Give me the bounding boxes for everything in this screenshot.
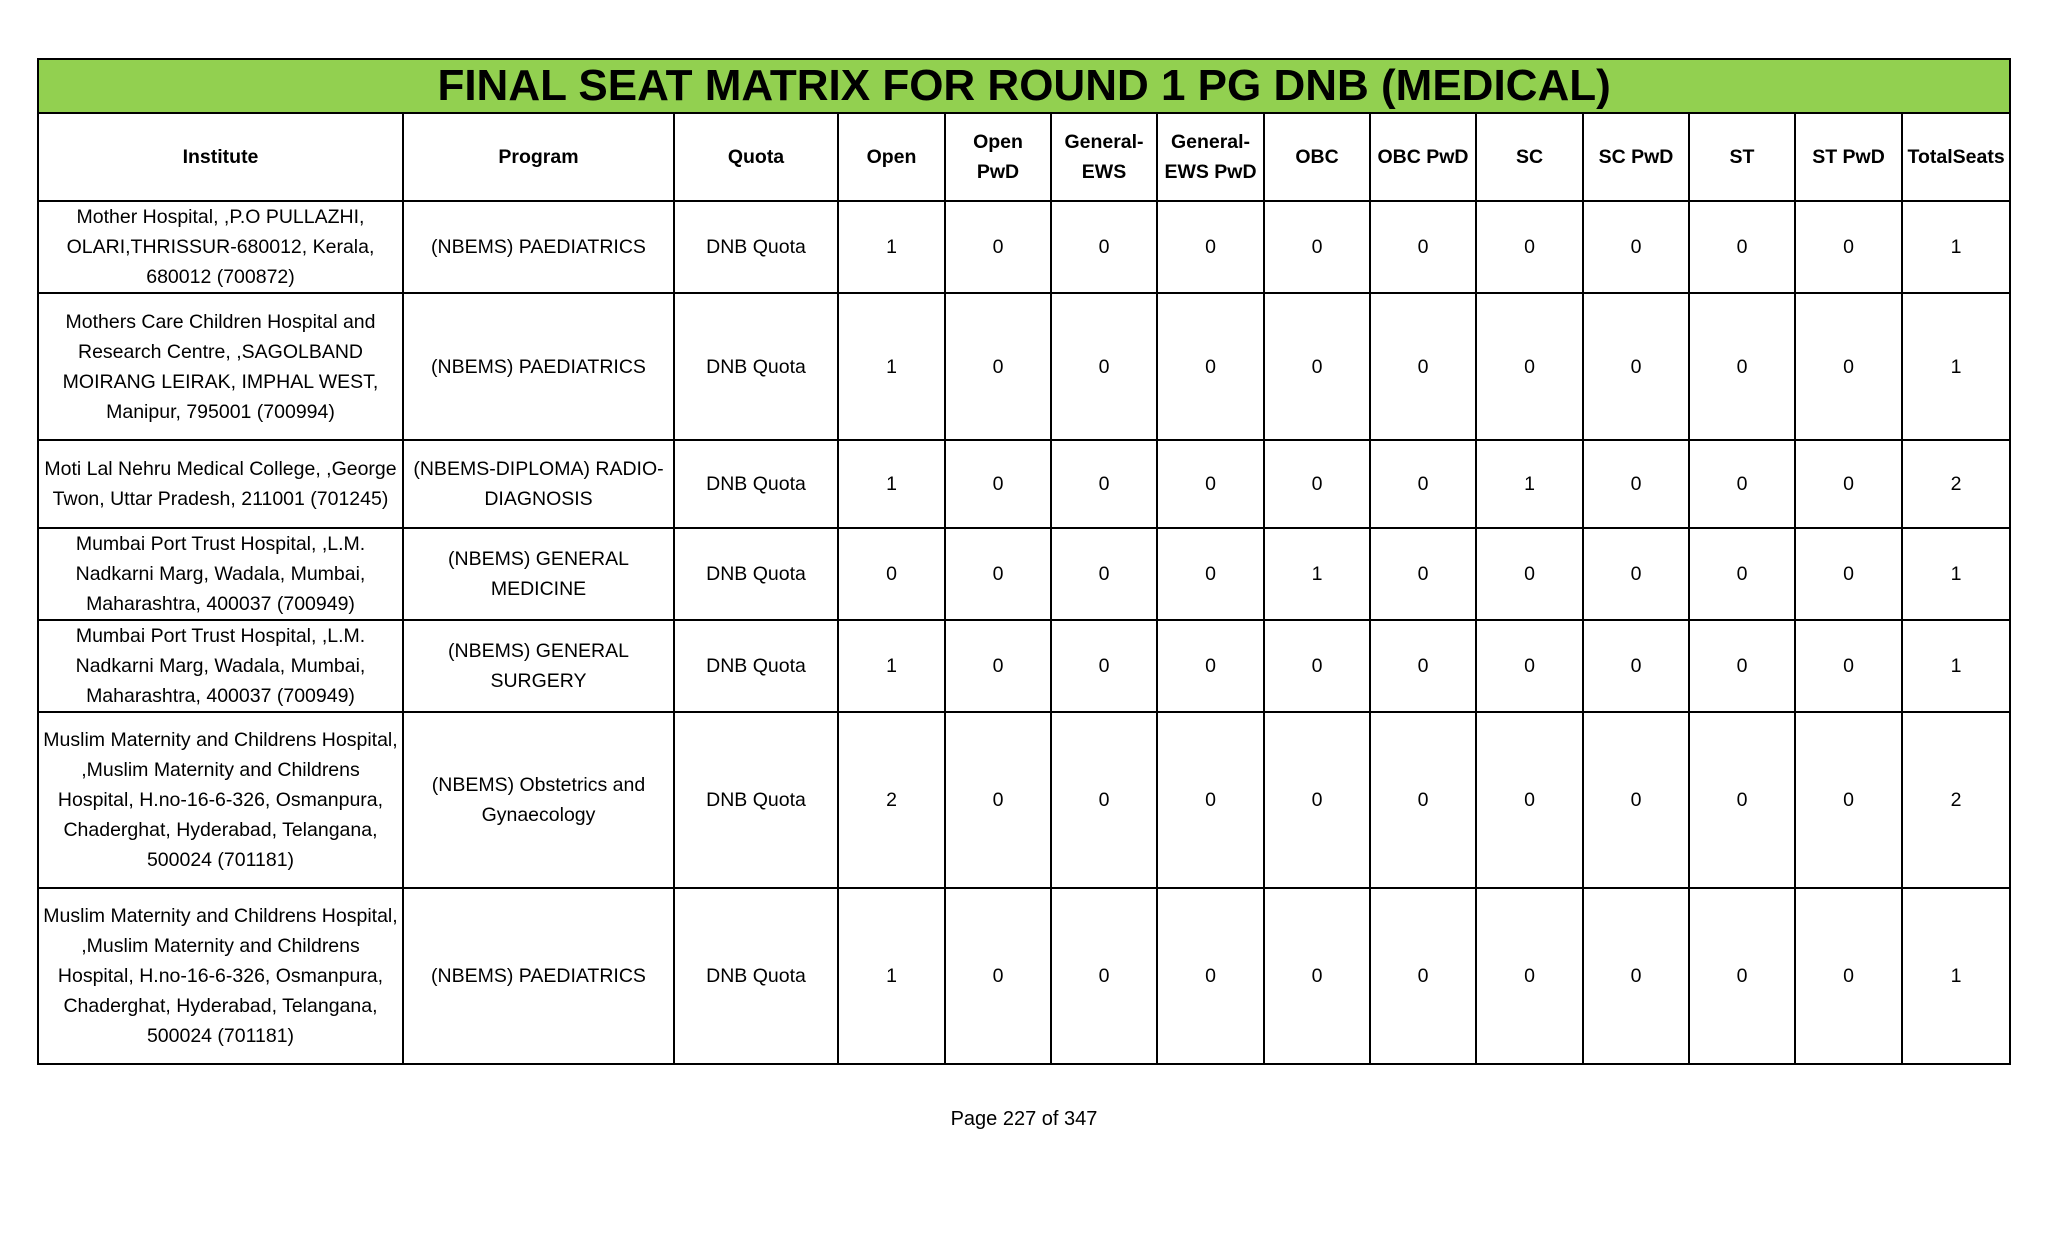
table-header-row [38,113,2010,201]
seat-count-cell: 0 [1583,620,1689,712]
seat-count-cell: 0 [1689,620,1795,712]
column-header: General-EWS PwD [1157,113,1264,201]
seat-count-cell: 0 [1370,201,1476,293]
seat-count-cell: 0 [1051,440,1157,528]
seat-count-cell: 0 [945,888,1051,1064]
seat-count-cell: 0 [1051,620,1157,712]
seat-count-cell: 0 [1689,293,1795,440]
seat-count-cell: 0 [1795,440,1902,528]
seat-count-cell: 0 [1370,293,1476,440]
seat-count-cell: 0 [1583,712,1689,888]
seat-count-cell: 0 [1795,528,1902,620]
seat-count-cell: 0 [1583,201,1689,293]
seat-count-cell: 1 [838,888,945,1064]
seat-count-cell: 0 [1583,888,1689,1064]
program-cell: (NBEMS) GENERAL MEDICINE [403,528,674,620]
seat-count-cell: 0 [1795,293,1902,440]
column-header: OBC PwD [1370,113,1476,201]
page-title: FINAL SEAT MATRIX FOR ROUND 1 PG DNB (MEDICAL) [38,59,2010,113]
column-header: General-EWS [1051,113,1157,201]
institute-cell: Mother Hospital, ,P.O PULLAZHI, OLARI,THRISSUR-680012, Kerala, 680012 (700872) [38,201,403,293]
seat-count-cell: 0 [945,528,1051,620]
seat-count-cell: 0 [1476,888,1583,1064]
seat-count-cell: 0 [1264,293,1370,440]
total-seats-cell: 2 [1902,712,2010,888]
institute-cell: Muslim Maternity and Childrens Hospital, ,Muslim Maternity and Childrens Hospital, H.no-16-6-326, Osmanpura, Chaderghat, Hyderabad, Telangana, 500024 (701181) [38,712,403,888]
seat-count-cell: 0 [945,620,1051,712]
program-cell: (NBEMS) PAEDIATRICS [403,293,674,440]
table-row [38,293,2010,440]
column-header: Quota [674,113,838,201]
seat-count-cell: 0 [1795,201,1902,293]
seat-count-cell: 0 [1051,293,1157,440]
seat-count-cell: 1 [1476,440,1583,528]
seat-count-cell: 0 [1051,528,1157,620]
quota-cell: DNB Quota [674,528,838,620]
institute-cell: Mumbai Port Trust Hospital, ,L.M. Nadkarni Marg, Wadala, Mumbai, Maharashtra, 400037 (700949) [38,620,403,712]
seat-count-cell: 1 [1264,528,1370,620]
quota-cell: DNB Quota [674,888,838,1064]
table-row [38,440,2010,528]
seat-count-cell: 0 [1264,712,1370,888]
quota-cell: DNB Quota [674,440,838,528]
seat-count-cell: 2 [838,712,945,888]
seat-count-cell: 0 [1370,440,1476,528]
table-row [38,888,2010,1064]
total-seats-cell: 1 [1902,620,2010,712]
seat-count-cell: 0 [1157,293,1264,440]
seat-count-cell: 0 [1264,201,1370,293]
seat-count-cell: 0 [1370,528,1476,620]
table-row [38,201,2010,293]
seat-count-cell: 0 [945,712,1051,888]
column-header: SC [1476,113,1583,201]
seat-count-cell: 0 [1476,293,1583,440]
seat-count-cell: 0 [1476,528,1583,620]
table-row [38,528,2010,620]
column-header: Open [838,113,945,201]
column-header: OBC [1264,113,1370,201]
seat-count-cell: 0 [1157,201,1264,293]
seat-count-cell: 0 [1051,201,1157,293]
seat-count-cell: 0 [945,440,1051,528]
seat-count-cell: 0 [1476,712,1583,888]
column-header: Institute [38,113,403,201]
seat-count-cell: 0 [1264,620,1370,712]
table-body [38,201,2010,1064]
seat-count-cell: 0 [1689,528,1795,620]
seat-count-cell: 0 [1476,620,1583,712]
seat-count-cell: 0 [1689,440,1795,528]
institute-cell: Muslim Maternity and Childrens Hospital, ,Muslim Maternity and Childrens Hospital, H.no-16-6-326, Osmanpura, Chaderghat, Hyderabad, Telangana, 500024 (701181) [38,888,403,1064]
seat-count-cell: 1 [838,201,945,293]
column-header: SC PwD [1583,113,1689,201]
total-seats-cell: 1 [1902,293,2010,440]
column-header: ST [1689,113,1795,201]
total-seats-cell: 1 [1902,201,2010,293]
program-cell: (NBEMS) PAEDIATRICS [403,888,674,1064]
seat-count-cell: 0 [1583,528,1689,620]
seat-count-cell: 1 [838,293,945,440]
total-seats-cell: 1 [1902,528,2010,620]
seat-count-cell: 0 [1689,712,1795,888]
seat-count-cell: 0 [1264,440,1370,528]
seat-count-cell: 1 [838,440,945,528]
seat-count-cell: 0 [1157,712,1264,888]
quota-cell: DNB Quota [674,201,838,293]
seat-count-cell: 0 [1264,888,1370,1064]
seat-count-cell: 0 [1583,293,1689,440]
seat-count-cell: 0 [1157,440,1264,528]
column-header: TotalSeats [1902,113,2010,201]
seat-matrix-sheet [37,58,2009,1065]
program-cell: (NBEMS-DIPLOMA) RADIO-DIAGNOSIS [403,440,674,528]
seat-matrix-table [37,58,2011,1065]
seat-count-cell: 0 [1583,440,1689,528]
table-row [38,712,2010,888]
seat-count-cell: 0 [1157,528,1264,620]
seat-count-cell: 0 [1370,712,1476,888]
program-cell: (NBEMS) GENERAL SURGERY [403,620,674,712]
seat-count-cell: 1 [838,620,945,712]
seat-count-cell: 0 [1051,712,1157,888]
seat-count-cell: 0 [1157,888,1264,1064]
seat-count-cell: 0 [1051,888,1157,1064]
seat-count-cell: 0 [838,528,945,620]
seat-count-cell: 0 [1157,620,1264,712]
column-header: Open PwD [945,113,1051,201]
seat-count-cell: 0 [1689,201,1795,293]
seat-count-cell: 0 [945,293,1051,440]
seat-count-cell: 0 [1370,620,1476,712]
column-header: Program [403,113,674,201]
page-number: Page 227 of 347 [950,1108,1098,1130]
quota-cell: DNB Quota [674,620,838,712]
seat-count-cell: 0 [1370,888,1476,1064]
seat-count-cell: 0 [1795,888,1902,1064]
seat-count-cell: 0 [1689,888,1795,1064]
quota-cell: DNB Quota [674,712,838,888]
table-row [38,620,2010,712]
program-cell: (NBEMS) PAEDIATRICS [403,201,674,293]
column-header: ST PwD [1795,113,1902,201]
institute-cell: Moti Lal Nehru Medical College, ,George Twon, Uttar Pradesh, 211001 (701245) [38,440,403,528]
total-seats-cell: 2 [1902,440,2010,528]
program-cell: (NBEMS) Obstetrics and Gynaecology [403,712,674,888]
institute-cell: Mumbai Port Trust Hospital, ,L.M. Nadkarni Marg, Wadala, Mumbai, Maharashtra, 400037 (700949) [38,528,403,620]
quota-cell: DNB Quota [674,293,838,440]
seat-count-cell: 0 [1476,201,1583,293]
seat-count-cell: 0 [1795,712,1902,888]
institute-cell: Mothers Care Children Hospital and Research Centre, ,SAGOLBAND MOIRANG LEIRAK, IMPHAL WEST, Manipur, 795001 (700994) [38,293,403,440]
seat-count-cell: 0 [945,201,1051,293]
total-seats-cell: 1 [1902,888,2010,1064]
seat-count-cell: 0 [1795,620,1902,712]
